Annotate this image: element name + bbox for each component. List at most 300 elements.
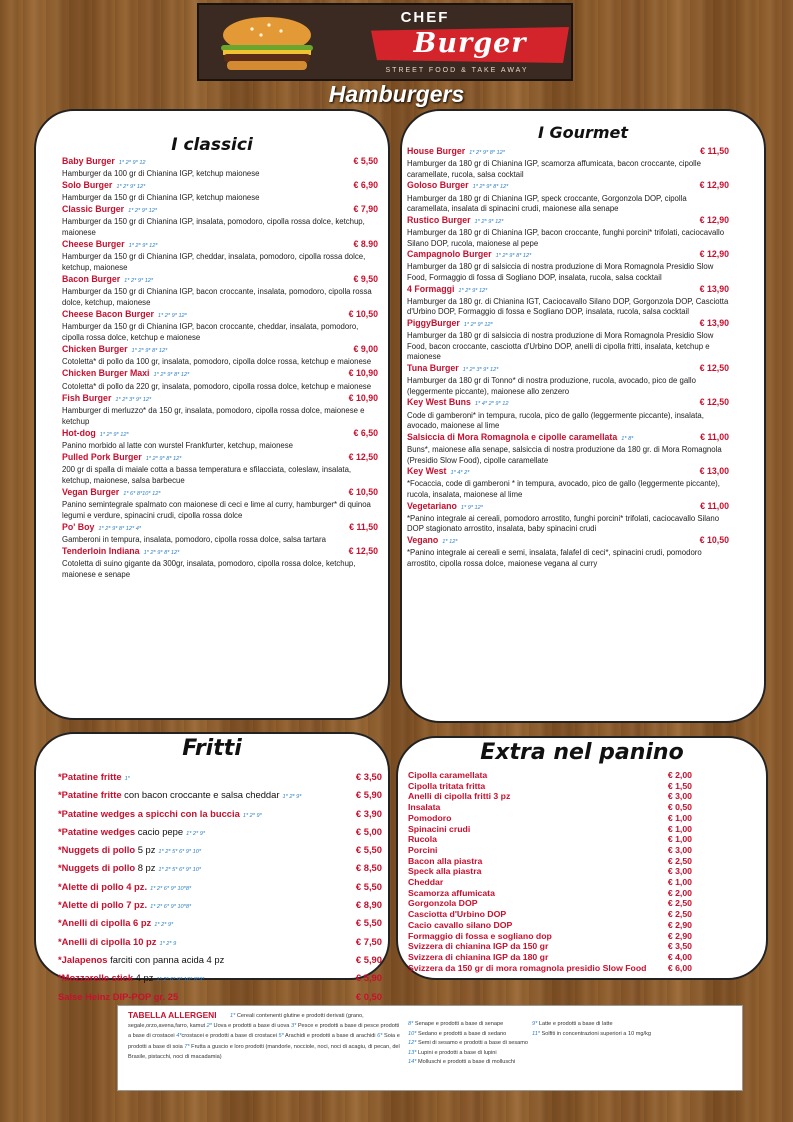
fritti-item-name: *Patatine wedges a spicchi con la buccia: [58, 807, 240, 819]
fritti-item-price: € 5,50: [355, 880, 382, 892]
allergen-codes: 1* 2* 9* 12*: [116, 184, 146, 191]
fritti-item-name: *Patatine wedges: [58, 825, 136, 837]
menu-item-description: Cotoletta* di pollo da 100 gr, insalata, pomodoro, cipolla dolce rossa, ketchup e maionese: [62, 357, 372, 367]
allergen-codes: 1* 6* 8*10* 12*: [123, 490, 161, 497]
fritti-list: [58, 769, 382, 1007]
extra-item-name: Svizzera da 150 gr di mora romagnola presidio Slow Food: [408, 962, 647, 973]
menu-item-name: Rustico Burger: [407, 214, 471, 225]
fritti-item: [58, 879, 382, 897]
menu-item-title: [62, 452, 181, 465]
extra-item-price: € 1,00: [667, 823, 692, 834]
allergen-codes: 1* 2* 9* 8* 12*: [469, 150, 505, 156]
fritti-item: [58, 842, 382, 860]
menu-item: [407, 318, 729, 363]
menu-item-name: Goloso Burger: [407, 180, 469, 191]
allergen-codes: 1* 2* 5* 6* 9* 10*: [158, 867, 202, 874]
menu-item-name: Cheese Burger: [62, 239, 125, 250]
menu-item-head: [62, 368, 378, 381]
menu-item-title: [62, 393, 151, 406]
fritti-item-extra: 4 pz: [133, 972, 154, 984]
extra-item: [408, 877, 692, 888]
allergen-text: Senape e prodotti a base di senape: [413, 1021, 504, 1027]
extra-item: [408, 952, 692, 963]
allergen-text: Arachidi e prodotti a base di arachidi: [283, 1033, 378, 1040]
menu-item-head: [62, 487, 378, 500]
menu-item-name: Cheese Bacon Burger: [62, 309, 154, 320]
menu-item-description: Hamburger da 150 gr di Chianina IGP, ketchup maionese: [62, 193, 260, 203]
extra-item: [408, 931, 692, 942]
menu-item-description: Cotoletta di suino gigante da 300gr, insalata, pomodoro, cipolla rossa dolce, ketchup, maionese e senape: [62, 558, 356, 579]
fritti-item-price: € 3,50: [355, 771, 382, 782]
menu-item-head: [62, 344, 378, 357]
menu-item-title: [62, 344, 167, 357]
extra-item: [408, 920, 692, 931]
fritti-item-name: *Nuggets di pollo: [58, 862, 136, 874]
menu-item-head: [62, 393, 378, 406]
fritti-item-title: [58, 787, 301, 805]
fritti-item-price: € 5,00: [355, 825, 382, 837]
extra-item-price: € 1,50: [667, 780, 692, 791]
menu-item-head: [62, 204, 378, 217]
menu-item-head: [62, 309, 378, 322]
extra-item-name: Cipolla tritata fritta: [408, 780, 486, 791]
extra-item-price: € 2,90: [667, 930, 692, 941]
fritti-item: [58, 806, 382, 824]
menu-item: [407, 180, 729, 214]
menu-item-name: Tenderloin Indiana: [62, 545, 140, 556]
menu-item-price: € 9,00: [353, 344, 378, 355]
logo-burger-text: Burger: [413, 28, 527, 59]
extra-item-price: € 3,50: [667, 941, 692, 952]
menu-item-head: [407, 432, 729, 445]
fritti-item: [58, 915, 382, 933]
extra-item-name: Anelli di cipolla fritti 3 pz: [408, 791, 511, 802]
menu-item-price: € 13,00: [699, 466, 729, 477]
menu-item-description: Hamburger da 150 gr di Chianina IGP, bacon croccante, insalata, pomodoro, cipolla rossa dolce, ketchup, maionese: [62, 287, 372, 308]
extra-item: [408, 856, 692, 867]
logo-tagline: STREET FOOD & TAKE AWAY: [385, 67, 529, 74]
menu-item-description: Hamburger da 180 gr di Chianina IGP, speck croccante, Gorgonzola DOP, cipolla caramellata, insalata di spinacini crudi, maionese alla senape: [407, 193, 687, 214]
menu-item-title: [62, 239, 158, 252]
extra-item: [408, 866, 692, 877]
extra-item-name: Insalata: [408, 802, 441, 813]
menu-item-description: Hamburger di merluzzo* da 150 gr, insalata, pomodoro, cipolla rossa dolce, maionese e ketchup: [62, 405, 365, 426]
menu-item-name: Chicken Burger Maxi: [62, 368, 150, 379]
allergen-text: Solfiti in concentrazioni superiori a 10 mg/kg: [539, 1030, 651, 1037]
extra-item: [408, 845, 692, 856]
allergen-text: Sedano e prodotti a base di sedano: [416, 1030, 507, 1037]
fritti-item: [58, 934, 382, 952]
logo-chef-text: CHEF: [400, 9, 450, 26]
extra-item: [408, 909, 692, 920]
menu-item-name: Hot-dog: [62, 427, 96, 438]
allergen-codes: 1* 2* 9* 8* 12*: [143, 549, 180, 556]
menu-item: [407, 146, 729, 180]
allergen-text: crostacei e prodotti a base di crostacei: [181, 1033, 279, 1040]
fritti-item-title: [58, 934, 176, 952]
menu-item: [407, 535, 729, 569]
menu-item: [62, 522, 378, 546]
menu-item-name: PiggyBurger: [407, 317, 460, 328]
menu-item-head: [407, 501, 729, 514]
menu-item-description: Gamberoni in tempura, insalata, pomodoro, cipolla rossa dolce, salsa tartara: [62, 534, 326, 544]
menu-item: [62, 546, 378, 581]
menu-item-price: € 12,50: [699, 397, 729, 408]
fritti-item-name: *Nuggets di pollo: [58, 844, 136, 856]
extra-item-name: Gorgonzola DOP: [408, 898, 478, 909]
menu-item-title: [407, 284, 487, 297]
menu-item: [407, 432, 729, 466]
menu-item-description: Hamburger da 180 gr. di Chianina IGT, Caciocavallo Silano DOP, Gorgonzola DOP, Casciotta d'Urbino DOP, Formaggio di fossa e Sogliano DOP, insalata, rucola, salsa cocktail: [407, 296, 729, 317]
extra-item-name: Formaggio di fossa e sogliano dop: [408, 930, 552, 941]
extra-item: [408, 888, 692, 899]
allergen-row: [408, 1039, 738, 1049]
menu-item-name: Salsiccia di Mora Romagnola e cipolle caramellata: [407, 431, 618, 442]
menu-item-description: Hamburger da 180 gr di Tonno* di nostra produzione, rucola, avocado, pico de gallo (leggermente piccante), maionese allo zenzero: [407, 376, 696, 396]
extra-item-name: Bacon alla piastra: [408, 855, 483, 866]
fritti-item-name: *Anelli di cipolla 10 pz: [58, 935, 157, 947]
allergen-number: 6*: [377, 1033, 383, 1040]
menu-item-description: Code di gamberoni* in tempura, rucola, pico de gallo (leggermente piccante), insalata, avocado, maionese al lime: [407, 410, 704, 431]
menu-item-title: [407, 501, 483, 514]
menu-item: [407, 397, 729, 431]
allergen-row: [408, 1049, 738, 1059]
menu-item: [62, 393, 378, 428]
fritti-item-price: € 5,50: [355, 844, 382, 856]
fritti-title: Fritti: [182, 736, 242, 761]
menu-item-price: € 11,00: [700, 500, 729, 511]
menu-item: [62, 156, 378, 180]
menu-item-description: Panino morbido al latte con wurstel Frankfurter, ketchup, maionese: [62, 440, 293, 450]
extra-item-price: € 1,00: [667, 834, 692, 845]
fritti-item-price: € 5,50: [355, 917, 382, 929]
allergen-text: Uova e prodotti a base di uova: [211, 1023, 291, 1030]
menu-item-title: [62, 522, 141, 535]
allergen-codes: 1* 2* 9* 8* 12*: [131, 348, 168, 355]
menu-item-description: *Panino integrale ai cereali e semi, insalata, falafel di ceci*, spinacini crudi, pomodoro arrostito, cipolla rossa dolce, maionese vegana al curry: [407, 548, 702, 568]
menu-item: [407, 284, 729, 318]
fritti-item-price: € 5,90: [355, 789, 382, 801]
fritti-item-price: € 5,90: [355, 953, 382, 965]
menu-item-name: Vegetariano: [407, 500, 457, 511]
extra-item-name: Svizzera di chianina IGP da 150 gr: [408, 941, 549, 952]
menu-item-price: € 12,50: [699, 362, 729, 373]
menu-item: [62, 487, 378, 522]
extra-item-name: Cacio cavallo silano DOP: [408, 919, 513, 930]
menu-item-head: [62, 180, 378, 193]
fritti-item: [58, 970, 382, 988]
extra-item-price: € 2,00: [667, 887, 692, 898]
extra-item-price: € 6,00: [667, 962, 692, 973]
allergen-codes: 1* 2* 9*: [282, 794, 302, 801]
allergen-codes: 1* 2* 9* 12*: [474, 218, 504, 225]
menu-item-price: € 13,90: [699, 283, 729, 294]
fritti-item: [58, 860, 382, 878]
allergeni-panel: [117, 1005, 743, 1091]
fritti-item-title: [58, 860, 201, 878]
allergen-text: Semi di sesamo e prodotti a base di sesamo: [416, 1040, 529, 1047]
fritti-item-extra: 5 pz: [135, 844, 156, 856]
menu-item-name: Chicken Burger: [62, 344, 128, 355]
extra-item: [408, 813, 692, 824]
menu-item-head: [407, 215, 729, 228]
allergen-codes: 1* 2* 9: [159, 940, 177, 947]
menu-item-title: [62, 180, 145, 193]
fritti-item-title: [58, 952, 227, 970]
extra-item-name: Svizzera di chianina IGP da 180 gr: [408, 951, 549, 962]
fritti-item-name: *Patatine fritte: [58, 789, 122, 801]
menu-item-price: € 10,50: [699, 534, 729, 545]
menu-item-head: [407, 318, 729, 331]
menu-item-price: € 5,50: [353, 156, 378, 166]
menu-item-name: Baby Burger: [62, 156, 115, 166]
menu-item-name: Bacon Burger: [62, 274, 121, 285]
allergen-codes: 1* 4* 2* 9* 12: [474, 401, 509, 408]
menu-item-description: 200 gr di spalla di maiale cotta a bassa temperatura e sfilacciata, coleslaw, insalata, ketchup, maionese, salsa barbecue: [62, 464, 352, 485]
allergen-number: 9*: [532, 1021, 538, 1027]
allergen-codes: 1* 2* 9*: [242, 812, 262, 819]
allergen-codes: 1* 2* 9* 8* 12* 4*: [98, 525, 142, 532]
menu-item-price: € 11,50: [349, 521, 378, 532]
menu-item-description: Hamburger da 180 gr di salsiccia di nostra produzione di Mora Romagnola Presidio Slow Food, Formaggio di fossa di Sogliano DOP, insalata, rucola, salsa cocktail: [407, 262, 714, 282]
menu-item-price: € 11,50: [700, 146, 729, 156]
menu-item-title: [62, 368, 189, 381]
allergen-codes: 1* 2* 9*: [154, 922, 174, 929]
menu-item-description: Panino semintegrale spalmato con maionese di ceci e lime al curry, hamburger* di quinoa legumi e verdure, spinacini crudi, cipolla rossa dolce: [62, 499, 371, 520]
allergen-number: 8*: [408, 1021, 414, 1027]
menu-item-head: [407, 535, 729, 548]
classici-title: I classici: [171, 135, 253, 155]
allergen-codes: 1* 12*: [442, 538, 458, 545]
allergen-codes: 1* 2* 9* 8* 12*: [153, 372, 190, 379]
menu-item-head: [62, 546, 378, 559]
menu-item-price: € 12,90: [699, 249, 729, 260]
menu-item-name: Vegan Burger: [62, 486, 120, 497]
menu-item-name: Pulled Pork Burger: [62, 451, 142, 462]
extra-item: [408, 941, 692, 952]
fritti-item-price: € 0,50: [355, 990, 382, 1002]
allergen-number: 5*: [278, 1033, 284, 1040]
menu-item-description: Cotoletta* di pollo da 220 gr, insalata, pomodoro, cipolla rossa dolce, ketchup e maionese: [62, 381, 372, 391]
menu-item-price: € 11,00: [700, 431, 729, 442]
menu-item: [62, 309, 378, 344]
fritti-item-price: € 8,50: [355, 862, 382, 874]
allergen-codes: 1* 2* 9* 12*: [157, 313, 187, 320]
menu-item-name: Key West Buns: [407, 397, 471, 408]
allergen-text: Pesce e prodotti a base di pesce prodotti a base di crostacei: [128, 1023, 400, 1040]
allergen-codes: 1* 2* 5* 6* 9* 10*: [158, 849, 202, 856]
allergen-number: 7*: [184, 1043, 190, 1050]
fritti-item-name: *Patatine fritte: [58, 771, 122, 782]
menu-item-title: [407, 397, 508, 410]
allergen-codes: 1* 4* 2*: [450, 470, 470, 477]
menu-item-head: [407, 180, 729, 193]
menu-item-title: [62, 487, 161, 500]
menu-item: [62, 204, 378, 239]
allergen-entry: [532, 1020, 613, 1030]
classici-panel: [34, 109, 390, 720]
allergen-codes: 1* 2* 6* 9* 10*8*: [150, 904, 192, 911]
extra-title: Extra nel panino: [480, 740, 684, 765]
menu-item-head: [62, 274, 378, 287]
menu-item-description: Hamburger da 150 gr di Chianina IGP, bacon croccante, cheddar, insalata, pomodoro, cipolla rossa dolce, ketchup e maionese: [62, 322, 359, 343]
menu-item-title: [407, 180, 508, 193]
extra-item: [408, 781, 692, 792]
menu-item-head: [62, 522, 378, 535]
menu-item-head: [407, 466, 729, 479]
menu-item: [62, 239, 378, 274]
fritti-item-name: *Jalapenos: [58, 953, 108, 965]
allergen-codes: 1* 2* 6* 9* 10* 8*9*: [156, 977, 205, 984]
allergen-text: Latte e prodotti a base di latte: [537, 1021, 613, 1027]
menu-item: [407, 215, 729, 249]
allergen-codes: 1* 2* 6* 9* 10*8*: [150, 885, 192, 892]
allergen-number: 13*: [408, 1049, 417, 1056]
extra-item-price: € 2,00: [667, 770, 692, 780]
extra-item-price: € 4,00: [667, 951, 692, 962]
allergen-number: 12*: [408, 1040, 417, 1047]
extra-item: [408, 834, 692, 845]
menu-item-price: € 7,90: [353, 204, 378, 215]
fritti-item-title: [58, 842, 201, 860]
menu-item-price: € 13,90: [699, 317, 729, 328]
allergen-number: 3*: [290, 1023, 297, 1030]
menu-item-price: € 9,50: [353, 274, 378, 285]
fritti-item: [58, 787, 382, 805]
extra-item: [408, 963, 692, 974]
allergen-number: 4*: [176, 1033, 182, 1040]
extra-panel: [396, 736, 768, 980]
allergen-row: [408, 1030, 738, 1040]
menu-item-title: [407, 535, 458, 548]
menu-item-title: [62, 428, 129, 441]
extra-item-name: Speck alla piastra: [408, 866, 482, 877]
fritti-panel: [34, 732, 390, 1002]
allergen-codes: 1* 2* 9* 8* 12*: [145, 455, 182, 462]
menu-item: [407, 466, 729, 500]
section-title: Hamburgers: [328, 81, 465, 107]
extra-item-price: € 3,00: [667, 791, 692, 802]
menu-item-head: [62, 156, 378, 169]
menu-item-head: [62, 452, 378, 465]
fritti-item-title: [58, 970, 204, 988]
allergen-entry: [408, 1020, 532, 1030]
menu-item-price: € 10,50: [348, 486, 378, 497]
fritti-item-title: [58, 769, 130, 787]
allergen-codes: 1*: [124, 776, 130, 782]
allergen-codes: 1* 2* 9* 12*: [124, 278, 154, 285]
menu-item-price: € 10,90: [348, 368, 378, 379]
menu-item: [407, 363, 729, 397]
fritti-item-price: € 7,50: [355, 935, 382, 947]
extra-item: [408, 824, 692, 835]
menu-item: [62, 368, 378, 392]
menu-item: [62, 274, 378, 309]
allergen-text: Cereali contenenti glutine e prodotti derivati (grano, segale,orzo,avena,farro, kamut: [128, 1013, 364, 1030]
extra-item-price: € 1,00: [667, 812, 692, 823]
menu-item: [62, 452, 378, 487]
allergen-codes: 1* 2* 9* 12*: [128, 243, 158, 250]
fritti-item-title: [58, 915, 173, 933]
extra-item-name: Pomodoro: [408, 812, 452, 823]
fritti-item-name: *Anelli di cipolla 6 pz: [58, 917, 152, 929]
menu-item-description: Hamburger da 100 gr di Chianina IGP, ketchup maionese: [62, 169, 260, 179]
allergen-codes: 1* 2* 9*: [186, 830, 206, 837]
allergen-row: [408, 1020, 738, 1030]
fritti-item: [58, 897, 382, 915]
fritti-item-name: *Alette di pollo 7 pz.: [58, 899, 148, 911]
allergen-codes: 1* 9* 12*: [460, 504, 483, 511]
menu-item-description: Buns*, maionese alla senape, salsiccia di nostra produzione da 180 gr. di Mora Romagnola (Presidio Slow Food), cipolle caramellate: [407, 444, 722, 465]
menu-item-head: [407, 397, 729, 410]
gourmet-list: [407, 146, 729, 569]
fritti-item-name: Salse Heinz DIP-POP gr. 25: [58, 990, 179, 1002]
allergen-codes: 1* 2* 9* 12*: [128, 208, 158, 215]
allergen-codes: 1* 2* 9* 12*: [463, 321, 493, 328]
allergen-codes: 1* 2* 3* 9* 12*: [115, 396, 152, 403]
extra-item-price: € 2,90: [667, 919, 692, 930]
classici-list: [62, 156, 378, 581]
extra-item-name: Scamorza affumicata: [408, 887, 495, 898]
fritti-item-title: [58, 879, 191, 897]
menu-item-name: 4 Formaggi: [407, 283, 455, 294]
menu-item-description: *Focaccia, code di gamberoni * in tempura, avocado, pico de gallo (leggermente piccante), rucola, insalata, maionese al lime: [407, 479, 720, 499]
menu-item-description: Hamburger da 150 gr di Chianina IGP, cheddar, insalata, pomodoro, cipolla rossa dolce, ketchup, maionese: [62, 252, 366, 273]
menu-item-title: [62, 309, 187, 322]
gourmet-title: I Gourmet: [537, 123, 629, 142]
gourmet-panel: [400, 109, 766, 723]
extra-item: [408, 791, 692, 802]
logo: [197, 3, 573, 81]
menu-item-head: [407, 146, 729, 159]
menu-item-name: Campagnolo Burger: [407, 249, 492, 260]
menu-item-head: [62, 428, 378, 441]
menu-item-price: € 6,50: [353, 427, 378, 438]
extra-item-price: € 2,50: [667, 898, 692, 909]
menu-item-name: Po' Boy: [62, 521, 95, 532]
allergen-text: Frutta a guscio e loro prodotti (mandorle, nocciole, noci, noci di acagiu, di pecan, del Brasile, pistacchi, noci di macadamia): [128, 1043, 400, 1060]
menu-item-title: [407, 432, 633, 445]
menu-item-title: [62, 546, 179, 559]
extra-item-name: Spinacini crudi: [408, 823, 471, 834]
extra-item-price: € 3,00: [667, 844, 692, 855]
allergen-codes: 1* 2* 9* 12*: [458, 287, 488, 294]
allergen-row: [408, 1058, 738, 1068]
menu-item-head: [407, 284, 729, 297]
allergeni-col2: [408, 1020, 738, 1068]
extra-item: [408, 802, 692, 813]
menu-item-title: [407, 215, 503, 228]
extra-item-name: Cheddar: [408, 877, 444, 888]
menu-item-price: € 12,90: [699, 214, 729, 225]
fritti-item-name: *Alette di pollo 4 pz.: [58, 880, 148, 892]
extra-item-price: € 2,50: [667, 909, 692, 920]
extra-list: [408, 770, 692, 973]
extra-item-price: € 3,00: [667, 866, 692, 877]
menu-item-price: € 6,90: [353, 180, 378, 191]
menu-item-price: € 12,50: [348, 451, 378, 462]
allergen-text: Soia e prodotti a base di soia: [128, 1033, 400, 1050]
menu-item-title: [62, 156, 146, 169]
fritti-item-title: [58, 897, 191, 915]
allergen-entry: [408, 1030, 532, 1040]
menu-item-name: Fish Burger: [62, 392, 112, 403]
menu-item-price: € 10,90: [348, 392, 378, 403]
allergeni-title: TABELLA ALLERGENI: [128, 1010, 217, 1020]
allergen-text: Lupini e prodotti a base di lupini: [416, 1049, 497, 1056]
menu-item: [407, 249, 729, 283]
fritti-item: [58, 952, 382, 970]
